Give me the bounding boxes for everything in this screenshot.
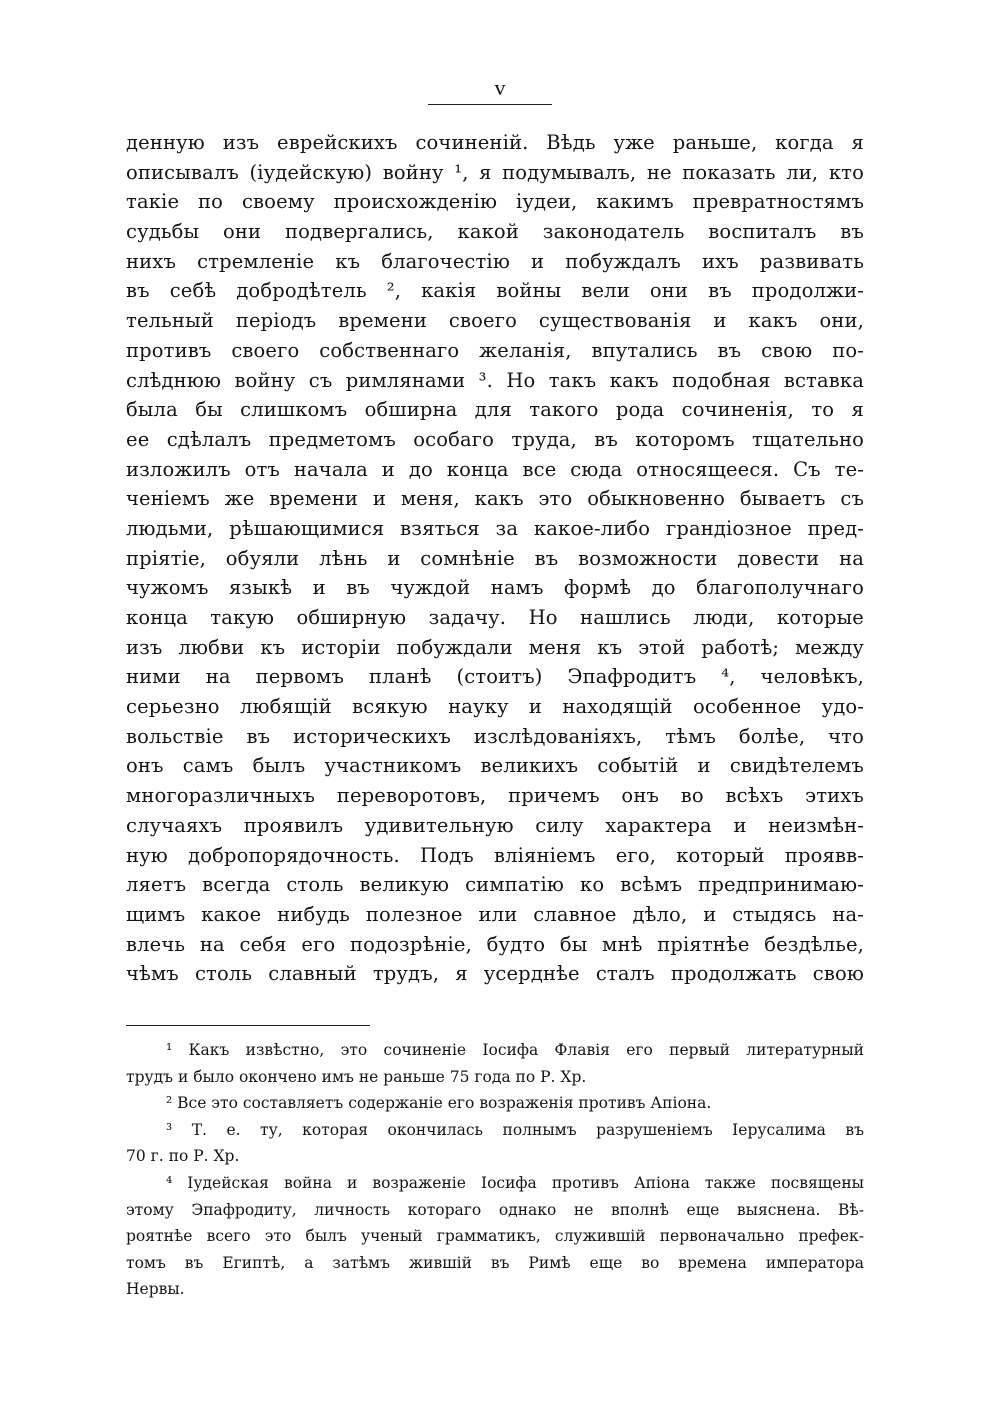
body-line: судьбы они подвергались, какой законодатель воспиталъ въ (126, 220, 864, 244)
body-line: слѣднюю войну съ римлянами ³. Но такъ какъ подобная вставка (126, 368, 864, 392)
footnote-line: ⁴ Іудейская война и возраженіе Іосифа противъ Апіона также посвящены (166, 1173, 864, 1192)
body-line: влечь на себя его подозрѣніе, будто бы мнѣ пріятнѣе бездѣлье, (126, 932, 864, 956)
body-line: ляетъ всегда столь великую симпатію ко всѣмъ предпринимаю- (126, 873, 864, 897)
body-line: денную изъ еврейскихъ сочиненій. Вѣдь уже раньше, когда я (126, 131, 864, 154)
body-line: описывалъ (іудейскую) войну ¹, я подумывалъ, не показать ли, кто (126, 160, 864, 184)
footnote-line: Нервы. (126, 1280, 185, 1299)
body-line: въ себѣ добродѣтель ², какія войны вели они въ продолжи- (126, 279, 864, 303)
footnote-line: роятнѣе всего это былъ ученый грамматикъ, служившій первоначально префек- (126, 1227, 864, 1246)
body-line: случаяхъ проявилъ удивительную силу характера и неизмѣн- (126, 813, 864, 837)
body-line: вольствіе въ историческихъ изслѣдованіяхъ, тѣмъ болѣе, что (126, 724, 864, 748)
footnote-line: 70 г. по Р. Хр. (126, 1147, 240, 1166)
body-line: ними на первомъ планѣ (стоитъ) Эпафродитъ ⁴, человѣкъ, (126, 665, 864, 689)
body-line: противъ своего собственнаго желанія, впутались въ свою по- (126, 338, 864, 362)
body-line: пріятіе, обуяли лѣнь и сомнѣніе въ возможности довести на (126, 546, 864, 570)
body-line: такіе по своему происхожденію іудеи, какимъ превратностямъ (126, 190, 864, 214)
body-line: изложилъ отъ начала и до конца все сюда относящееся. Съ те- (126, 457, 864, 481)
body-line: была бы слишкомъ обширна для такого рода сочиненія, то я (126, 398, 864, 422)
footnote-line: этому Эпафродиту, личность котораго однако не вполнѣ еще выяснена. Вѣ- (126, 1200, 864, 1219)
header-rule (428, 104, 552, 105)
body-line: конца такую обширную задачу. Но нашлись люди, которые (126, 606, 864, 629)
footnote-rule (126, 1025, 370, 1026)
body-line: щимъ какое нибудь полезное или славное дѣло, и стыдясь на- (126, 902, 864, 926)
footnote-line: ² Все это составляетъ содержаніе его возраженія противъ Апіона. (166, 1094, 712, 1113)
body-line: онъ самъ былъ участникомъ великихъ событій и свидѣтелемъ (126, 754, 864, 778)
body-line: людьми, рѣшающимися взяться за какое-либо грандіозное пред- (126, 516, 864, 540)
body-line: серьезно любящій всякую науку и находящій особенное удо- (126, 695, 864, 719)
body-line: ную добропорядочность. Подъ вліяніемъ его, который проявв- (126, 843, 864, 867)
body-text (126, 128, 864, 989)
body-line: нихъ стремленіе къ благочестію и побуждалъ ихъ развивать (126, 249, 864, 273)
body-line: чужомъ языкѣ и въ чуждой намъ формѣ до благополучнаго (126, 576, 864, 600)
body-line: ченіемъ же времени и меня, какъ это обыкновенно бываетъ съ (126, 487, 864, 511)
footnote-line: ¹ Какъ извѣстно, это сочиненіе Іосифа Флавія его первый литературный (166, 1041, 864, 1059)
body-line: ее сдѣлалъ предметомъ особаго труда, въ которомъ тщательно (126, 427, 864, 451)
body-line: тельный періодъ времени своего существованія и какъ они, (126, 309, 864, 333)
page-number: v (494, 75, 506, 100)
footnote-line: ³ Т. е. ту, которая окончилась полнымъ разрушеніемъ Іерусалима въ (166, 1120, 864, 1139)
body-line: изъ любви къ исторіи побуждали меня къ этой работѣ; между (126, 635, 864, 659)
body-line: многоразличныхъ переворотовъ, причемъ онъ во всѣхъ этихъ (126, 784, 864, 808)
body-line: чѣмъ столь славный трудъ, я усерднѣе сталъ продолжать свою (126, 962, 864, 986)
footnotes (126, 1037, 864, 1303)
footnote-line: томъ въ Египтѣ, а затѣмъ жившій въ Римѣ еще во времена императора (126, 1253, 864, 1272)
footnote-line: трудъ и было окончено имъ не раньше 75 года по Р. Хр. (126, 1067, 587, 1086)
